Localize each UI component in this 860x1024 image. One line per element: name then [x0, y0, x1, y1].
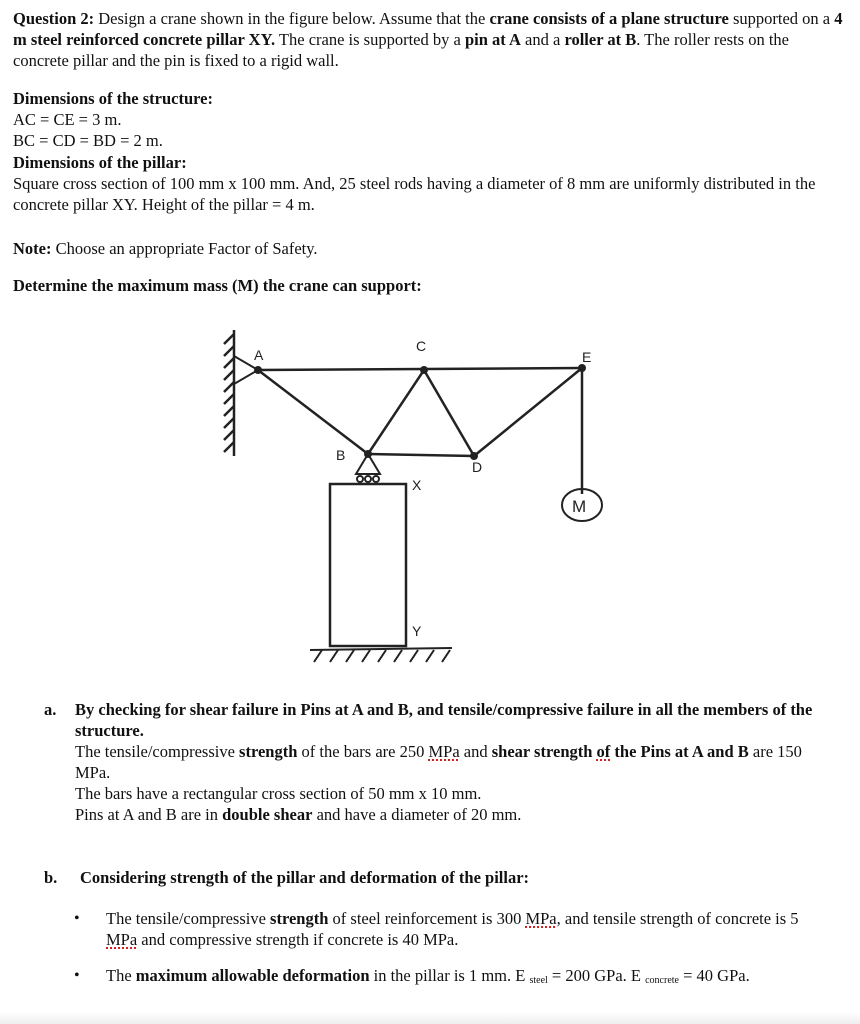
bullet-icon: •	[74, 967, 80, 984]
question-bold-pillar: 4 m steel reinforced concrete pillar XY.	[13, 9, 843, 49]
crane-diagram	[190, 318, 670, 673]
label-a: A	[254, 347, 264, 363]
part-a-line-3: Pins at A and B are in double shear and have a diameter of 20 mm.	[75, 805, 522, 824]
part-a	[44, 699, 834, 825]
member-bd	[368, 454, 474, 456]
part-a-heading: By checking for shear failure in Pins at A and B, and tensile/compressive failure in all the members of the structure.	[75, 700, 813, 740]
member-ab	[258, 370, 368, 454]
part-b-bullet-1: • The tensile/compressive strength of steel reinforcement is 300 MPa, and tensile strength of concrete is 5 MPa and compressive strength if concrete is 40 MPa.	[74, 909, 799, 949]
question-text: Design a crane shown in the figure below. Assume that the	[98, 9, 490, 28]
part-a-marker: a.	[44, 700, 57, 719]
truss-members	[258, 368, 582, 494]
crane-svg	[190, 318, 670, 673]
member-cd	[424, 370, 474, 456]
part-b-bullet-2: • The maximum allowable deformation in the pillar is 1 mm. E $_{steel}$ = 200 GPa. E $_{concrete}$ = 40 GPa.	[74, 966, 750, 986]
part-a-line-2: The bars have a rectangular cross section of 50 mm x 10 mm.	[75, 784, 482, 803]
label-b: B	[336, 447, 346, 463]
label-m: M	[572, 497, 587, 516]
pillar-text: Square cross section of 100 mm x 100 mm. And, 25 steel rods having a diameter of 8 mm are uniformly distributed in the concrete pillar XY. Height of the pillar = 4 m.	[13, 174, 816, 214]
question-text: supported on a	[728, 9, 835, 28]
label-x: X	[412, 477, 422, 493]
question-bold-pin: pin at A	[464, 30, 521, 49]
rigid-wall	[224, 330, 234, 456]
label-d: D	[472, 459, 483, 475]
question-bold-roller: roller at B	[564, 30, 637, 49]
ground	[310, 648, 452, 662]
label-y: Y	[412, 623, 422, 639]
structure-heading: Dimensions of the structure:	[13, 89, 213, 108]
joint-e	[578, 364, 586, 372]
structure-line-2: BC = CD = BD = 2 m.	[13, 131, 163, 150]
part-a-line-1: The tensile/compressive strength of the bars are 250 MPa and shear strength of the Pins at A and B are 150 MPa.	[75, 742, 802, 782]
question-text: The crane is supported by a	[275, 30, 465, 49]
member-de	[474, 368, 582, 456]
joint-a	[254, 366, 262, 374]
member-ae	[258, 368, 582, 370]
question-bold-structure: crane consists of a plane structure	[489, 9, 729, 28]
note	[13, 238, 843, 259]
structure-line-1: AC = CE = 3 m.	[13, 110, 122, 129]
part-b	[44, 867, 834, 888]
determine-text: Determine the maximum mass (M) the crane can support:	[13, 276, 422, 295]
question-text: . The roller rests on the concrete pillar and the pin is fixed to a rigid wall.	[13, 30, 789, 70]
pillar-xy	[330, 484, 406, 646]
pillar-heading: Dimensions of the pillar:	[13, 153, 187, 172]
question-text: and a	[520, 30, 565, 49]
part-b-marker: b.	[44, 868, 58, 887]
note-label: Note:	[13, 239, 52, 258]
label-e: E	[582, 349, 592, 365]
truss-joints	[254, 364, 586, 460]
part-b-heading: Considering strength of the pillar and deformation of the pillar:	[80, 868, 530, 887]
member-bc	[368, 370, 424, 454]
question-paragraph	[13, 8, 843, 71]
structure-dimensions	[13, 88, 843, 151]
joint-c	[420, 366, 428, 374]
note-text: Choose an appropriate Factor of Safety.	[51, 239, 318, 258]
bullet-icon: •	[74, 910, 80, 927]
determine-heading	[13, 275, 843, 296]
question-label: Question 2:	[13, 9, 95, 28]
label-c: C	[416, 338, 427, 354]
pillar-dimensions	[13, 152, 843, 215]
roller-support-b	[356, 454, 380, 482]
bottom-edge	[0, 1012, 860, 1024]
